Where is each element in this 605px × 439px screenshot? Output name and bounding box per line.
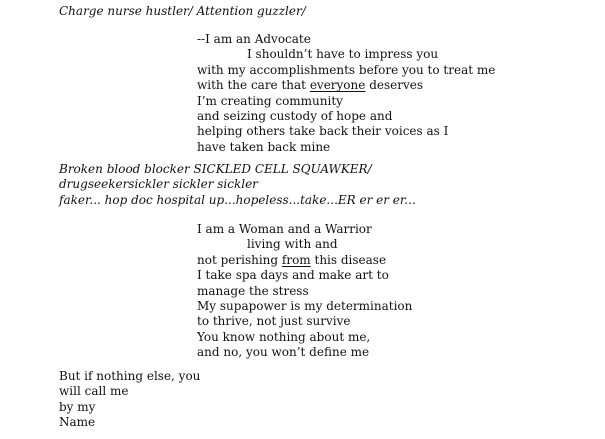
poem-line: living with and (247, 237, 338, 252)
poem-line (197, 78, 495, 93)
poem-line: --I am an Advocate (197, 32, 311, 46)
poem-line: by my (59, 399, 96, 414)
line-text: this disease (310, 252, 387, 267)
poem-line: and seizing custody of hope and (197, 109, 393, 124)
poem-line: have taken back mine (197, 139, 331, 154)
poem-line: Broken blood blocker SICKLED CELL SQUAWKER/ (59, 162, 372, 176)
poem-line: My supapower is my determination (197, 299, 413, 314)
poem-line: You know nothing about me, (197, 329, 371, 344)
poem-line: manage the stress (197, 283, 309, 298)
line-text: not perishing (197, 252, 282, 267)
stanza-5 (59, 369, 200, 431)
stanza-2 (197, 32, 495, 155)
stanza-3 (59, 162, 416, 208)
line-text: deserves (365, 78, 424, 93)
poem-line: faker... hop doc hospital up...hopeless...take...ER er er er... (59, 192, 416, 207)
poem-line: I am a Woman and a Warrior (197, 222, 372, 236)
stanza-1 (59, 4, 306, 19)
poem-line: Charge nurse hustler/ Attention guzzler/ (59, 4, 306, 18)
underlined-word: everyone (309, 78, 366, 93)
poem-line: helping others take back their voices as I (197, 124, 449, 139)
underlined-word: from (281, 252, 311, 267)
poem-line: Name (59, 415, 96, 430)
line-text: with the care that (197, 78, 310, 93)
poem-line: to thrive, not just survive (197, 314, 351, 329)
poem-line: and no, you won’t define me (197, 345, 370, 360)
stanza-4 (197, 222, 412, 361)
poem-line: will call me (59, 384, 129, 399)
poem-line (197, 253, 412, 268)
poem-line: with my accomplishments before you to treat me (197, 62, 496, 77)
poem-line: But if nothing else, you (59, 369, 201, 383)
poem-line: I’m creating community (197, 93, 343, 108)
poem-line: I shouldn’t have to impress you (247, 47, 439, 62)
poem-line: I take spa days and make art to (197, 268, 389, 283)
poem-line: drugseekersickler sickler sickler (59, 177, 258, 192)
